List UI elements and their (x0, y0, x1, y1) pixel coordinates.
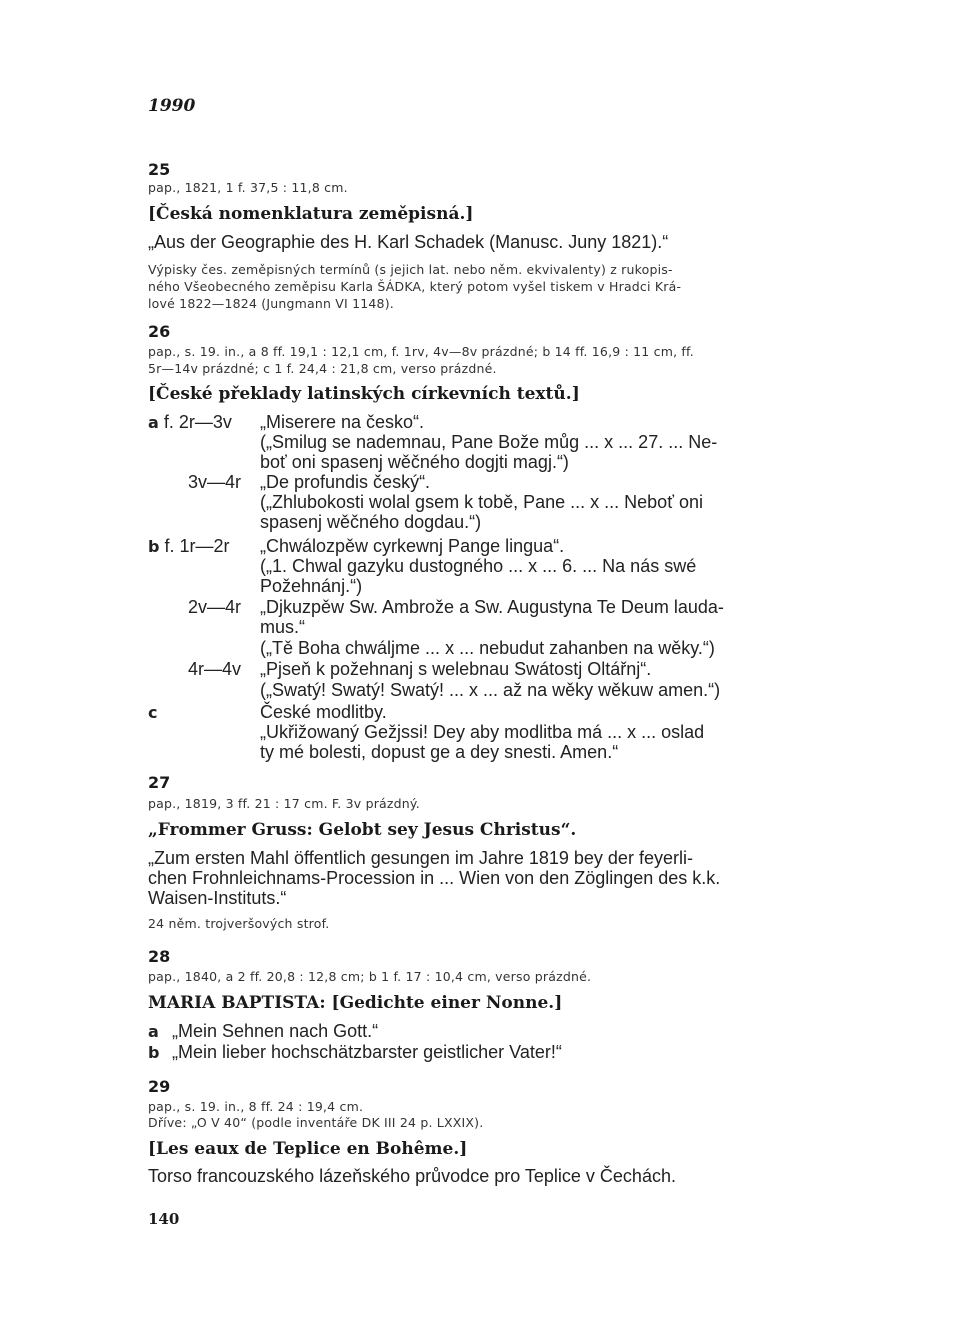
entry-text-line: Waisen-Instituts.“ (148, 888, 287, 908)
part-item-title: mus.“ (260, 617, 305, 637)
entry-physical-description: 5r—14v prázdné; c 1 f. 24,4 : 21,8 cm, verso prázdné. (148, 361, 497, 376)
part-item-title: „Djkuzpěw Sw. Ambrože a Sw. Augustyna Te Deum lauda- (260, 597, 724, 617)
entry-note-line: Výpisky čes. zeměpisných termínů (s jejich lat. nebo něm. ekvivalenty) z rukopis- (148, 262, 673, 277)
incipit-explicit-line: Požehnánj.“) (260, 576, 363, 596)
part-item-title: „Mein lieber hochschätzbarster geistlicher Vater!“ (172, 1042, 562, 1062)
entry-text-line: Torso francouzského lázeňského průvodce pro Teplice v Čechách. (148, 1166, 676, 1186)
part-item-title: „Mein Sehnen nach Gott.“ (172, 1021, 379, 1041)
entry-physical-description: pap., s. 19. in., 8 ff. 24 : 19,4 cm. (148, 1099, 364, 1114)
entry-note-line: lové 1822—1824 (Jungmann VI 1148). (148, 296, 394, 311)
part-item-title: „Chwálozpěw cyrkewnj Pange lingua“. (260, 536, 565, 556)
entry-physical-description: pap., 1819, 3 ff. 21 : 17 cm. F. 3v prázdný. (148, 796, 420, 811)
incipit-explicit-line: spasenj wěčného dogdau.“) (260, 512, 482, 532)
part-item-title: „De profundis český“. (260, 472, 431, 492)
part-item-title: České modlitby. (260, 702, 387, 722)
incipit-explicit-line: („Swatý! Swatý! Swatý! ... x ... až na wěky wěkuw amen.“) (260, 680, 721, 700)
entry-title: [Česká nomenklatura zeměpisná.] (148, 204, 474, 224)
incipit-explicit-line: boť oni spasenj wěčného dogjti magj.“) (260, 452, 569, 472)
part-item-title: „Miserere na česko“. (260, 412, 425, 432)
entry-physical-description: Dříve: „O V 40“ (podle inventáře DK III 24 p. LXXIX). (148, 1115, 484, 1130)
entry-number: 25 (148, 160, 171, 179)
part-item-title: „Pjseň k požehnanj s welebnau Swátostj Oltářnj“. (260, 659, 652, 679)
entry-title: [Les eaux de Teplice en Bohême.] (148, 1139, 468, 1159)
entry-physical-description: pap., 1840, a 2 ff. 20,8 : 12,8 cm; b 1 f. 17 : 10,4 cm, verso prázdné. (148, 969, 592, 984)
entry-text-line: „Zum ersten Mahl öffentlich gesungen im Jahre 1819 bey der feyerli- (148, 848, 693, 868)
entry-physical-description: pap., s. 19. in., a 8 ff. 19,1 : 12,1 cm, f. 1rv, 4v—8v prázdné; b 14 ff. 16,9 : 11 cm, ff. (148, 344, 694, 359)
page-number: 140 (148, 1210, 180, 1228)
entry-physical-description: pap., 1821, 1 f. 37,5 : 11,8 cm. (148, 180, 348, 195)
entry-title: [České překlady latinských církevních textů.] (148, 384, 580, 404)
entry-note-line: 24 něm. trojveršových strof. (148, 916, 330, 931)
part-label: a (148, 1022, 159, 1041)
incipit-explicit-line: („Tě Boha chwáljme ... x ... nebudut zahanben na wěky.“) (260, 638, 715, 658)
part-label: b (148, 1043, 160, 1062)
entry-number: 28 (148, 947, 171, 966)
running-head-year: 1990 (148, 96, 196, 116)
entry-number: 27 (148, 773, 171, 792)
part-label: b f. 1r—2r (148, 536, 230, 556)
incipit-explicit-line: „Ukřižowaný Gežjssi! Dey aby modlitba má ... x ... oslad (260, 722, 705, 742)
folio-range: 2v—4r (188, 597, 242, 617)
incipit-explicit-line: („Zhlubokosti wolal gsem k tobě, Pane ... x ... Neboť oni (260, 492, 703, 512)
part-label: c (148, 703, 158, 722)
incipit-explicit-line: („1. Chwal gazyku dustogného ... x ... 6. ... Na nás swé (260, 556, 697, 576)
entry-title: „Frommer Gruss: Gelobt sey Jesus Christus“. (148, 820, 577, 840)
entry-number: 26 (148, 322, 171, 341)
part-label: a f. 2r—3v (148, 412, 232, 432)
entry-number: 29 (148, 1077, 171, 1096)
incipit-explicit-line: ty mé bolesti, dopust ge a dey snesti. Amen.“ (260, 742, 619, 762)
entry-title: MARIA BAPTISTA: [Gedichte einer Nonne.] (148, 993, 563, 1013)
entry-text-line: chen Frohnleichnams-Procession in ... Wien von den Zöglingen des k.k. (148, 868, 721, 888)
incipit-explicit-line: („Smilug se nademnau, Pane Bože můg ... x ... 27. ... Ne- (260, 432, 718, 452)
folio-range: 4r—4v (188, 659, 242, 679)
entry-note-line: ného Všeobecného zeměpisu Karla ŠÁDKA, který potom vyšel tiskem v Hradci Krá- (148, 279, 682, 294)
folio-range: 3v—4r (188, 472, 242, 492)
entry-text-line: „Aus der Geographie des H. Karl Schadek (Manusc. Juny 1821).“ (148, 232, 669, 252)
